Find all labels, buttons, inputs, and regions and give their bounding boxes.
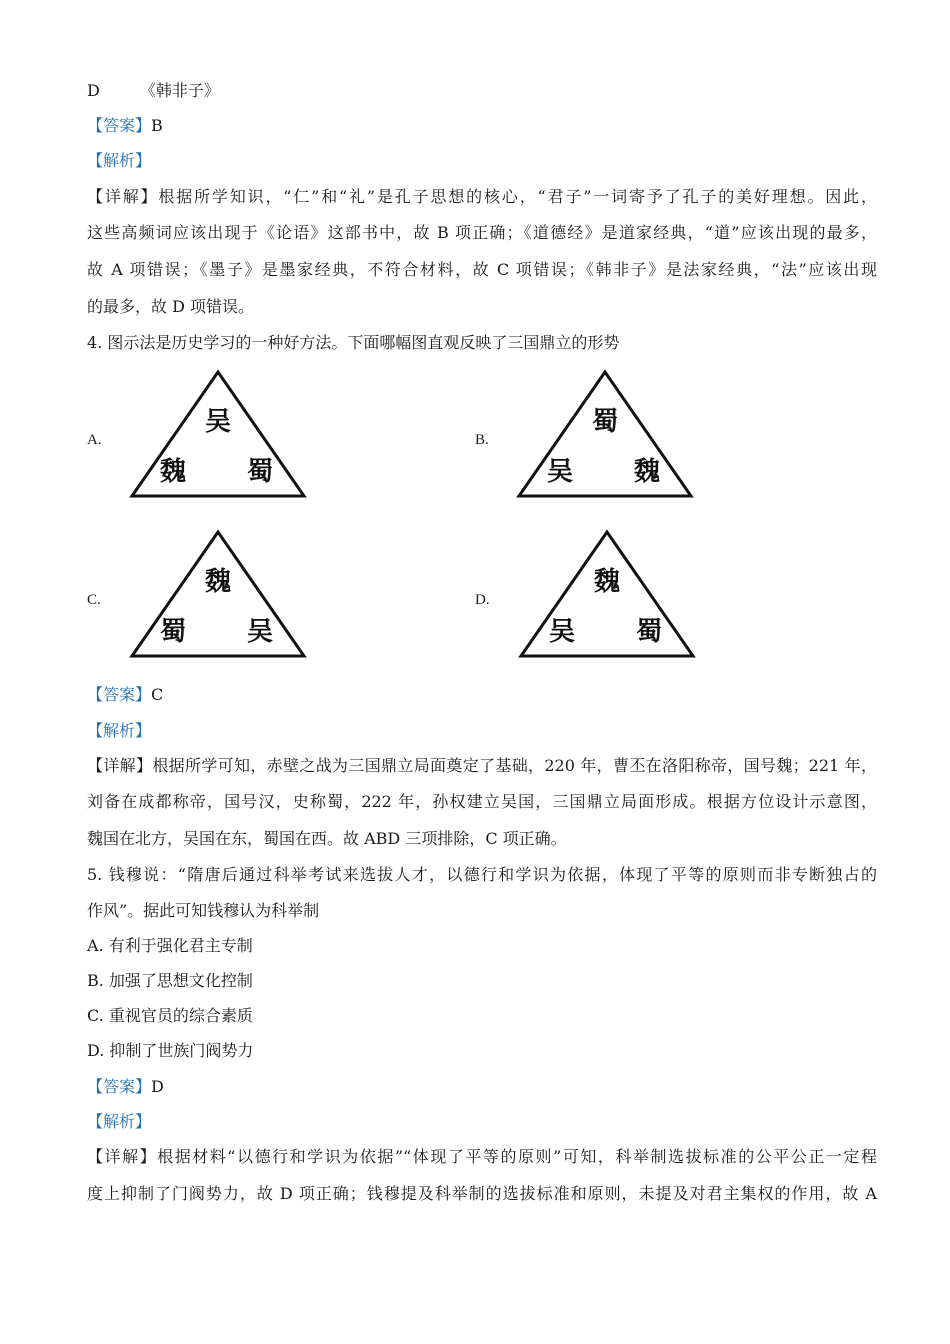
triangle-right-label: 魏 [633,457,661,487]
detail-tag: 【详解】 [87,187,159,206]
triangle-right-label: 吴 [246,617,274,647]
q3-option-d-letter: D [87,81,100,100]
q5-analysis-heading [87,1111,877,1133]
detail-text: 根据所学知识，“仁”和“礼”是孔子思想的核心，“君子”一词寄予了孔子的美好理想。因此， [158,187,877,206]
q4-option-b-triangle-diagram [515,368,695,500]
q4-option-a-triangle-diagram [128,368,308,500]
triangle-left-label: 魏 [159,457,187,487]
q5-option-d: D. 抑制了世族门阀势力 [87,1041,254,1060]
q3-option-d-text: 《韩非子》 [139,81,220,100]
q3-detail-line-4: 的最多，故 D 项错误。 [87,297,255,316]
triangle-top-label: 蜀 [591,407,619,437]
triangle-top-label: 吴 [204,407,232,437]
analysis-tag: 【解析】 [87,1112,152,1131]
detail-text: 根据所学可知，赤壁之战为三国鼎立局面奠定了基础，220 年，曹丕在洛阳称帝，国号魏；221 年， [152,756,877,775]
q5-option-b: B. 加强了思想文化控制 [87,971,253,990]
q4-detail-line-2: 刘备在成都称帝，国号汉，史称蜀，222 年，孙权建立吴国，三国鼎立局面形成。根据方位设计示意图， [87,792,877,811]
q5-option-a: A. 有利于强化君主专制 [87,936,253,955]
q4-option-c-letter: C. [87,592,101,608]
q4-detail-line-1 [87,755,877,777]
detail-text: 根据材料“以德行和学识为依据”“体现了平等的原则”可知，科举制选拔标准的公平公正一定程 [157,1147,877,1166]
q4-analysis-heading [87,720,877,742]
q4-stem: 4. 图示法是历史学习的一种好方法。下面哪幅图直观反映了三国鼎立的形势 [87,333,620,352]
q5-stem-line-2: 作风”。据此可知钱穆认为科举制 [87,901,320,920]
answer-tag: 【答案】 [87,685,152,704]
triangle-right-label: 蜀 [635,617,663,647]
triangle-top-label: 魏 [593,567,621,597]
q4-option-a-letter: A. [87,432,102,448]
q5-detail-line-2: 度上抑制了门阀势力，故 D 项正确；钱穆提及科举制的选拔标准和原则，未提及对君主集权的作用，故 A [87,1184,877,1203]
q5-option-c: C. 重视官员的综合素质 [87,1006,253,1025]
answer-value: B [151,116,163,135]
triangle-left-label: 吴 [548,617,576,647]
answer-value: D [151,1077,164,1096]
q5-detail-line-1 [87,1146,877,1168]
q4-detail-line-3: 魏国在北方，吴国在东，蜀国在西。故 ABD 三项排除，C 项正确。 [87,829,567,848]
q5-stem-line-1: 5. 钱穆说：“隋唐后通过科举考试来选拔人才，以德行和学识为依据，体现了平等的原则而非专断独占的 [87,865,877,884]
q3-answer [87,115,877,137]
q3-detail-line-1 [87,186,877,208]
q3-analysis-heading [87,150,877,172]
q4-option-c-triangle-diagram [128,528,308,660]
q4-answer [87,684,877,706]
answer-tag: 【答案】 [87,116,152,135]
detail-tag: 【详解】 [87,756,153,775]
q5-answer [87,1076,877,1098]
q4-option-d-letter: D. [475,592,490,608]
answer-value: C [151,685,164,704]
q3-detail-line-3: 故 A 项错误；《墨子》是墨家经典，不符合材料，故 C 项错误；《韩非子》是法家经典，“法”应该出现 [87,260,877,279]
triangle-left-label: 蜀 [159,617,187,647]
answer-tag: 【答案】 [87,1077,152,1096]
triangle-left-label: 吴 [546,457,574,487]
q4-option-d-triangle-diagram [517,528,697,660]
q4-option-b-letter: B. [475,432,489,448]
q3-option-d [87,80,877,102]
analysis-tag: 【解析】 [87,151,152,170]
analysis-tag: 【解析】 [87,721,152,740]
triangle-right-label: 蜀 [246,457,274,487]
detail-tag: 【详解】 [87,1147,158,1166]
triangle-top-label: 魏 [204,567,232,597]
q3-detail-line-2: 这些高频词应该出现于《论语》这部书中，故 B 项正确；《道德经》是道家经典，“道”应该出现的最多， [87,223,877,242]
